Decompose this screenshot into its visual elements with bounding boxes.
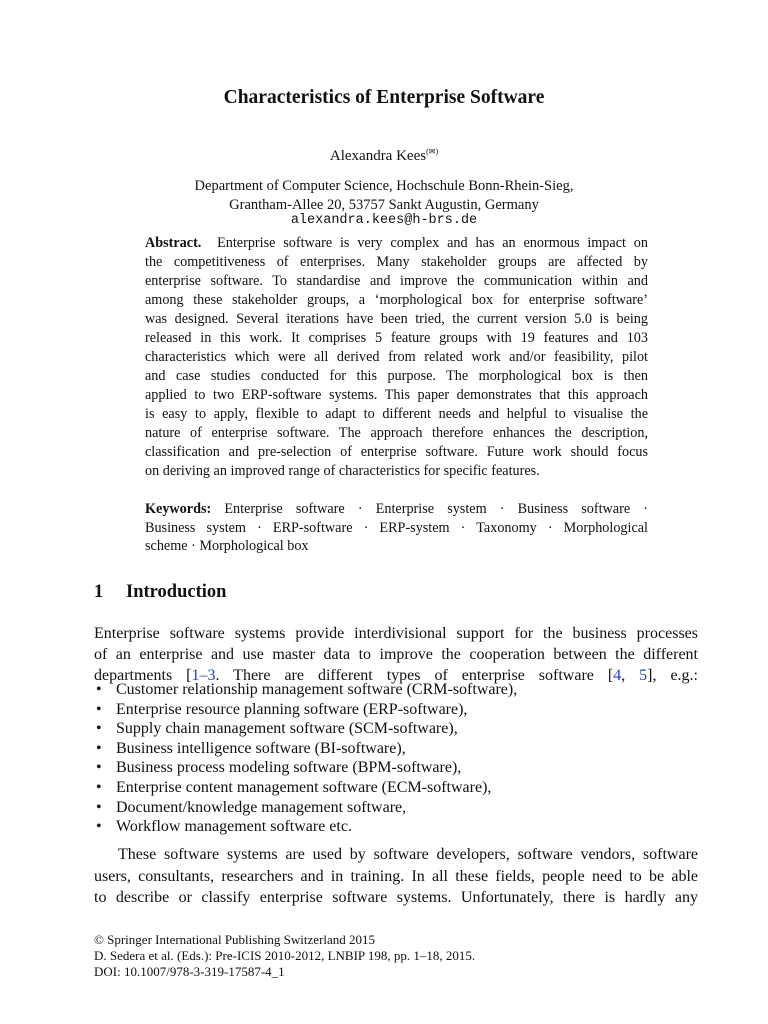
bullet-icon: •: [96, 798, 102, 816]
list-item: [94, 778, 517, 798]
bullet-icon: •: [96, 700, 102, 718]
keywords-text: scheme · Morphological box: [145, 538, 309, 554]
abstract-line: [145, 462, 648, 481]
software-types-list: [94, 680, 517, 837]
text-line: Enterprise software systems provide interdivisional support for the business processes: [94, 625, 698, 642]
abstract-text: released in this work. It comprises 5 feature groups with 19 features and 103: [145, 330, 648, 346]
abstract-line: [145, 291, 648, 310]
abstract-line: [145, 272, 648, 291]
list-item: [94, 798, 517, 818]
section-title: Introduction: [126, 582, 227, 602]
list-item-text: Business process modeling software (BPM-software),: [116, 759, 462, 777]
abstract-text: among these stakeholder groups, a ‘morphological box for enterprise software’: [145, 292, 648, 308]
list-item: [94, 719, 517, 739]
abstract-text: and case studies conducted for this purpose. The morphological box is then: [145, 368, 648, 384]
abstract-line: [145, 405, 648, 424]
list-item: [94, 758, 517, 778]
keywords-line: [145, 537, 648, 556]
paragraph: [94, 844, 698, 909]
paper-title: Characteristics of Enterprise Software: [223, 87, 545, 108]
citation-link[interactable]: 4: [613, 667, 622, 684]
bullet-icon: •: [96, 739, 102, 757]
text-line: to describe or classify enterprise software systems. Unfortunately, there is hardly any: [94, 889, 698, 906]
list-item-text: Customer relationship management software (CRM-software),: [116, 681, 518, 698]
abstract-text: on deriving an improved range of characteristics for specific features.: [145, 463, 540, 479]
keywords-line: [145, 519, 648, 538]
bullet-icon: •: [96, 759, 102, 777]
footer-line: © Springer International Publishing Switzerland 2015: [94, 932, 376, 947]
list-item-text: Enterprise resource planning software (ERP-software),: [116, 700, 468, 718]
bullet-icon: •: [96, 778, 102, 796]
abstract-text: classification and pre-selection of enterprise software. Future work should focus: [145, 444, 648, 460]
abstract-text: enterprise software. To standardise and improve the communication within and: [145, 273, 648, 289]
bullet-icon: •: [96, 681, 102, 698]
text-line: of an enterprise and use master data to improve the cooperation between the different: [94, 646, 698, 663]
abstract-line: [145, 443, 648, 462]
section-number: 1: [94, 582, 104, 602]
text-segment: . There are different types of enterprise software: [215, 667, 608, 684]
abstract-line: [145, 348, 648, 367]
list-item-text: Document/knowledge management software,: [116, 798, 407, 816]
abstract-line: [145, 253, 648, 272]
author-name: Alexandra Kees: [329, 148, 427, 164]
author-email[interactable]: alexandra.kees@h-brs.de: [290, 213, 478, 228]
section-heading: [94, 582, 226, 603]
list-item: [94, 700, 517, 720]
text-line: departments [1–3. There are different types of enterprise software [4, 5], e.g.:: [94, 667, 698, 684]
abstract-line: [145, 329, 648, 348]
bullet-icon: •: [96, 720, 102, 738]
list-item-text: Supply chain management software (SCM-software),: [116, 720, 458, 738]
keywords-text: Business system · ERP-software · ERP-system · Taxonomy · Morphological: [145, 519, 648, 536]
list-item: [94, 739, 517, 759]
citation-link[interactable]: 5: [639, 667, 648, 684]
list-item-text: Enterprise content management software (ECM-software),: [116, 778, 492, 796]
affiliation-line: Department of Computer Science, Hochschule Bonn-Rhein-Sieg,: [194, 178, 574, 194]
abstract-line: [145, 424, 648, 443]
list-item: [94, 680, 517, 700]
abstract-text: Enterprise software is very complex and has an enormous impact on: [217, 235, 648, 251]
footer-line: DOI: 10.1007/978-3-319-17587-4_1: [94, 964, 285, 979]
abstract: [145, 234, 648, 481]
corresponding-author-mail-icon: (✉): [426, 147, 439, 156]
keywords-line: [145, 500, 648, 519]
text-segment: ,: [621, 667, 640, 684]
list-item-text: Business intelligence software (BI-software),: [116, 739, 406, 757]
list-item-text: Workflow management software etc.: [116, 818, 352, 836]
bullet-icon: •: [96, 818, 102, 836]
citation-link[interactable]: 1–3: [191, 667, 216, 684]
abstract-text: was designed. Several iterations have been tried, the current version 5.0 is being: [145, 311, 648, 327]
footer-line: D. Sedera et al. (Eds.): Pre-ICIS 2010-2012, LNBIP 198, pp. 1–18, 2015.: [94, 948, 476, 963]
keywords-label: Keywords:: [145, 501, 212, 517]
text-line: These software systems are used by software developers, software vendors, software: [118, 846, 698, 863]
footer-citation: [94, 932, 475, 980]
author: [0, 147, 768, 165]
affiliation: [0, 177, 768, 215]
text-segment: departments: [94, 667, 187, 684]
abstract-line: [145, 310, 648, 329]
abstract-line: [145, 386, 648, 405]
abstract-text: nature of enterprise software. The approach therefore enhances the description,: [145, 425, 648, 441]
abstract-text: characteristics which were all derived from related work and/or feasibility, pilot: [145, 349, 648, 365]
intro-paragraph: [94, 623, 698, 686]
abstract-label: Abstract.: [145, 235, 202, 251]
keywords: [145, 500, 648, 556]
affiliation-line: Grantham-Allee 20, 53757 Sankt Augustin, Germany: [229, 197, 539, 213]
text-line: users, consultants, researchers and in training. In all these fields, people need to be able: [94, 867, 698, 885]
keywords-text: Enterprise software · Enterprise system · Business software ·: [224, 501, 648, 517]
abstract-line: [145, 234, 648, 253]
list-item: [94, 817, 517, 837]
text-segment: ], e.g.:: [647, 667, 698, 684]
abstract-text: is easy to apply, flexible to adapt to different needs and helpful to visualise the: [145, 406, 648, 422]
abstract-text: applied to two ERP-software systems. This paper demonstrates that this approach: [145, 387, 648, 403]
abstract-line: [145, 367, 648, 386]
abstract-text: the competitiveness of enterprises. Many stakeholder groups are affected by: [145, 254, 648, 270]
